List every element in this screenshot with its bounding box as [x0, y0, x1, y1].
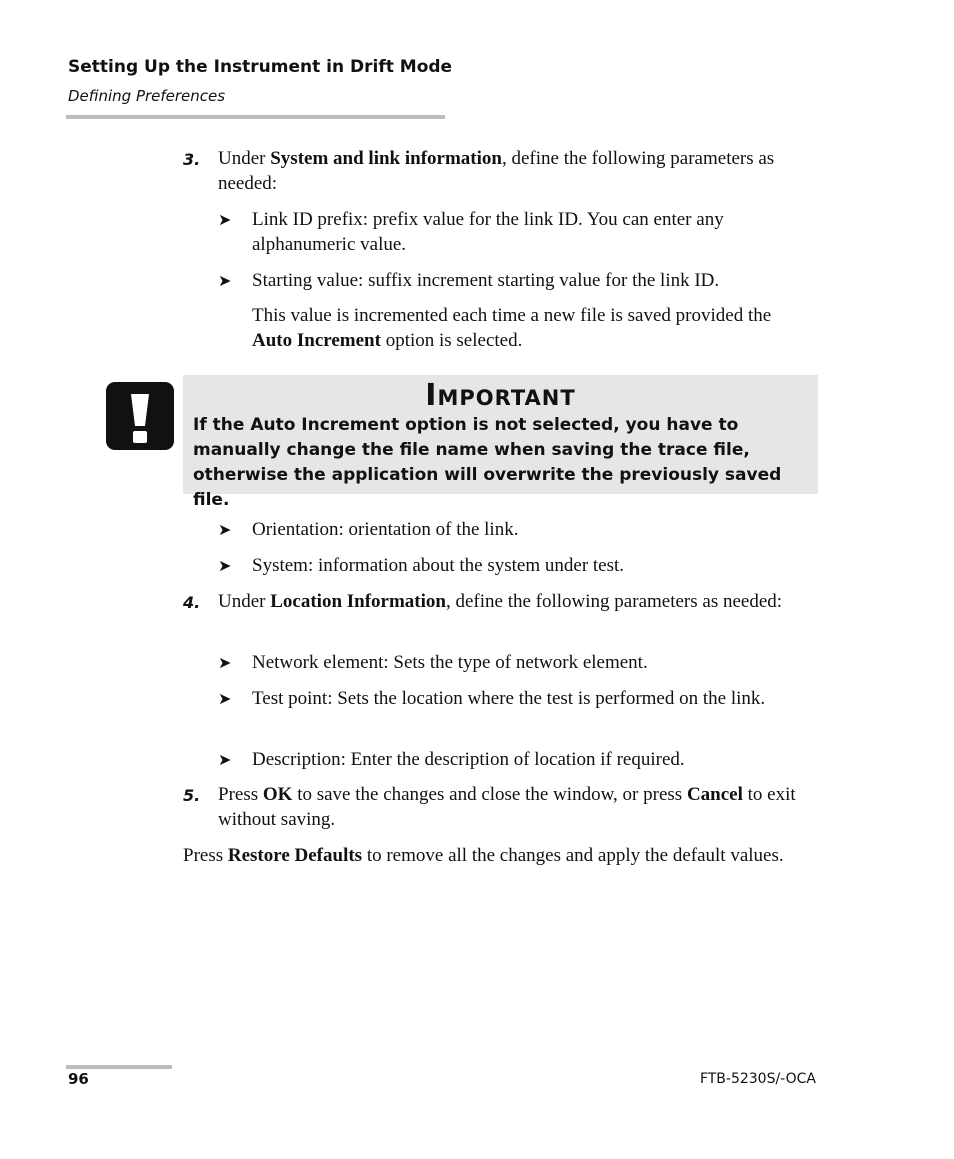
bullet-orientation: Orientation: orientation of the link. [252, 519, 519, 540]
step-5-text: Press OK to save the changes and close the window, or press Cancel to exit without saving. [218, 784, 796, 830]
bullet-starting-value: Starting value: suffix increment starting value for the link ID. [252, 270, 720, 291]
restore-defaults-text: Press Restore Defaults to remove all the changes and apply the default values. [183, 845, 784, 866]
bullet-arrow-icon: ➤ [218, 210, 232, 229]
exclamation-icon [106, 382, 174, 450]
step-number-3: 3. [183, 150, 201, 169]
footer-divider [66, 1065, 172, 1069]
important-text: If the Auto Increment option is not selected, you have to manually change the file name when saving the trace file, otherwise the application will overwrite the previously saved file. [193, 415, 782, 510]
bullet-arrow-icon: ➤ [218, 271, 232, 290]
step-4-text: Under Location Information, define the following parameters as needed: [218, 591, 783, 612]
bullet-arrow-icon: ➤ [218, 653, 232, 672]
bullet-link-id-prefix: Link ID prefix: prefix value for the link ID. You can enter any alphanumeric value. [252, 209, 724, 255]
product-model: FTB-5230S/-OCA [699, 1071, 816, 1087]
important-title: Important [425, 378, 576, 413]
bullet-description: Description: Enter the description of location if required. [252, 749, 685, 770]
step-number-4: 4. [183, 593, 201, 612]
step-number-5: 5. [183, 786, 201, 805]
running-header-subtitle: Defining Preferences [68, 87, 226, 105]
bullet-arrow-icon: ➤ [218, 556, 232, 575]
page-number: 96 [68, 1070, 89, 1088]
running-header-title: Setting Up the Instrument in Drift Mode [68, 57, 453, 77]
bullet-arrow-icon: ➤ [218, 750, 232, 769]
bullet-network-element: Network element: Sets the type of network element. [252, 652, 648, 673]
header-divider [66, 115, 445, 119]
bullet-system: System: information about the system under test. [252, 555, 625, 576]
bullet-arrow-icon: ➤ [218, 520, 232, 539]
important-note [183, 375, 818, 510]
bullet-test-point: Test point: Sets the location where the test is performed on the link. [252, 688, 766, 709]
step-3-text: Under System and link information, define the following parameters as needed: [218, 148, 775, 194]
starting-value-note: This value is incremented each time a new file is saved provided the Auto Increment option is selected. [252, 305, 772, 351]
bullet-arrow-icon: ➤ [218, 689, 232, 708]
